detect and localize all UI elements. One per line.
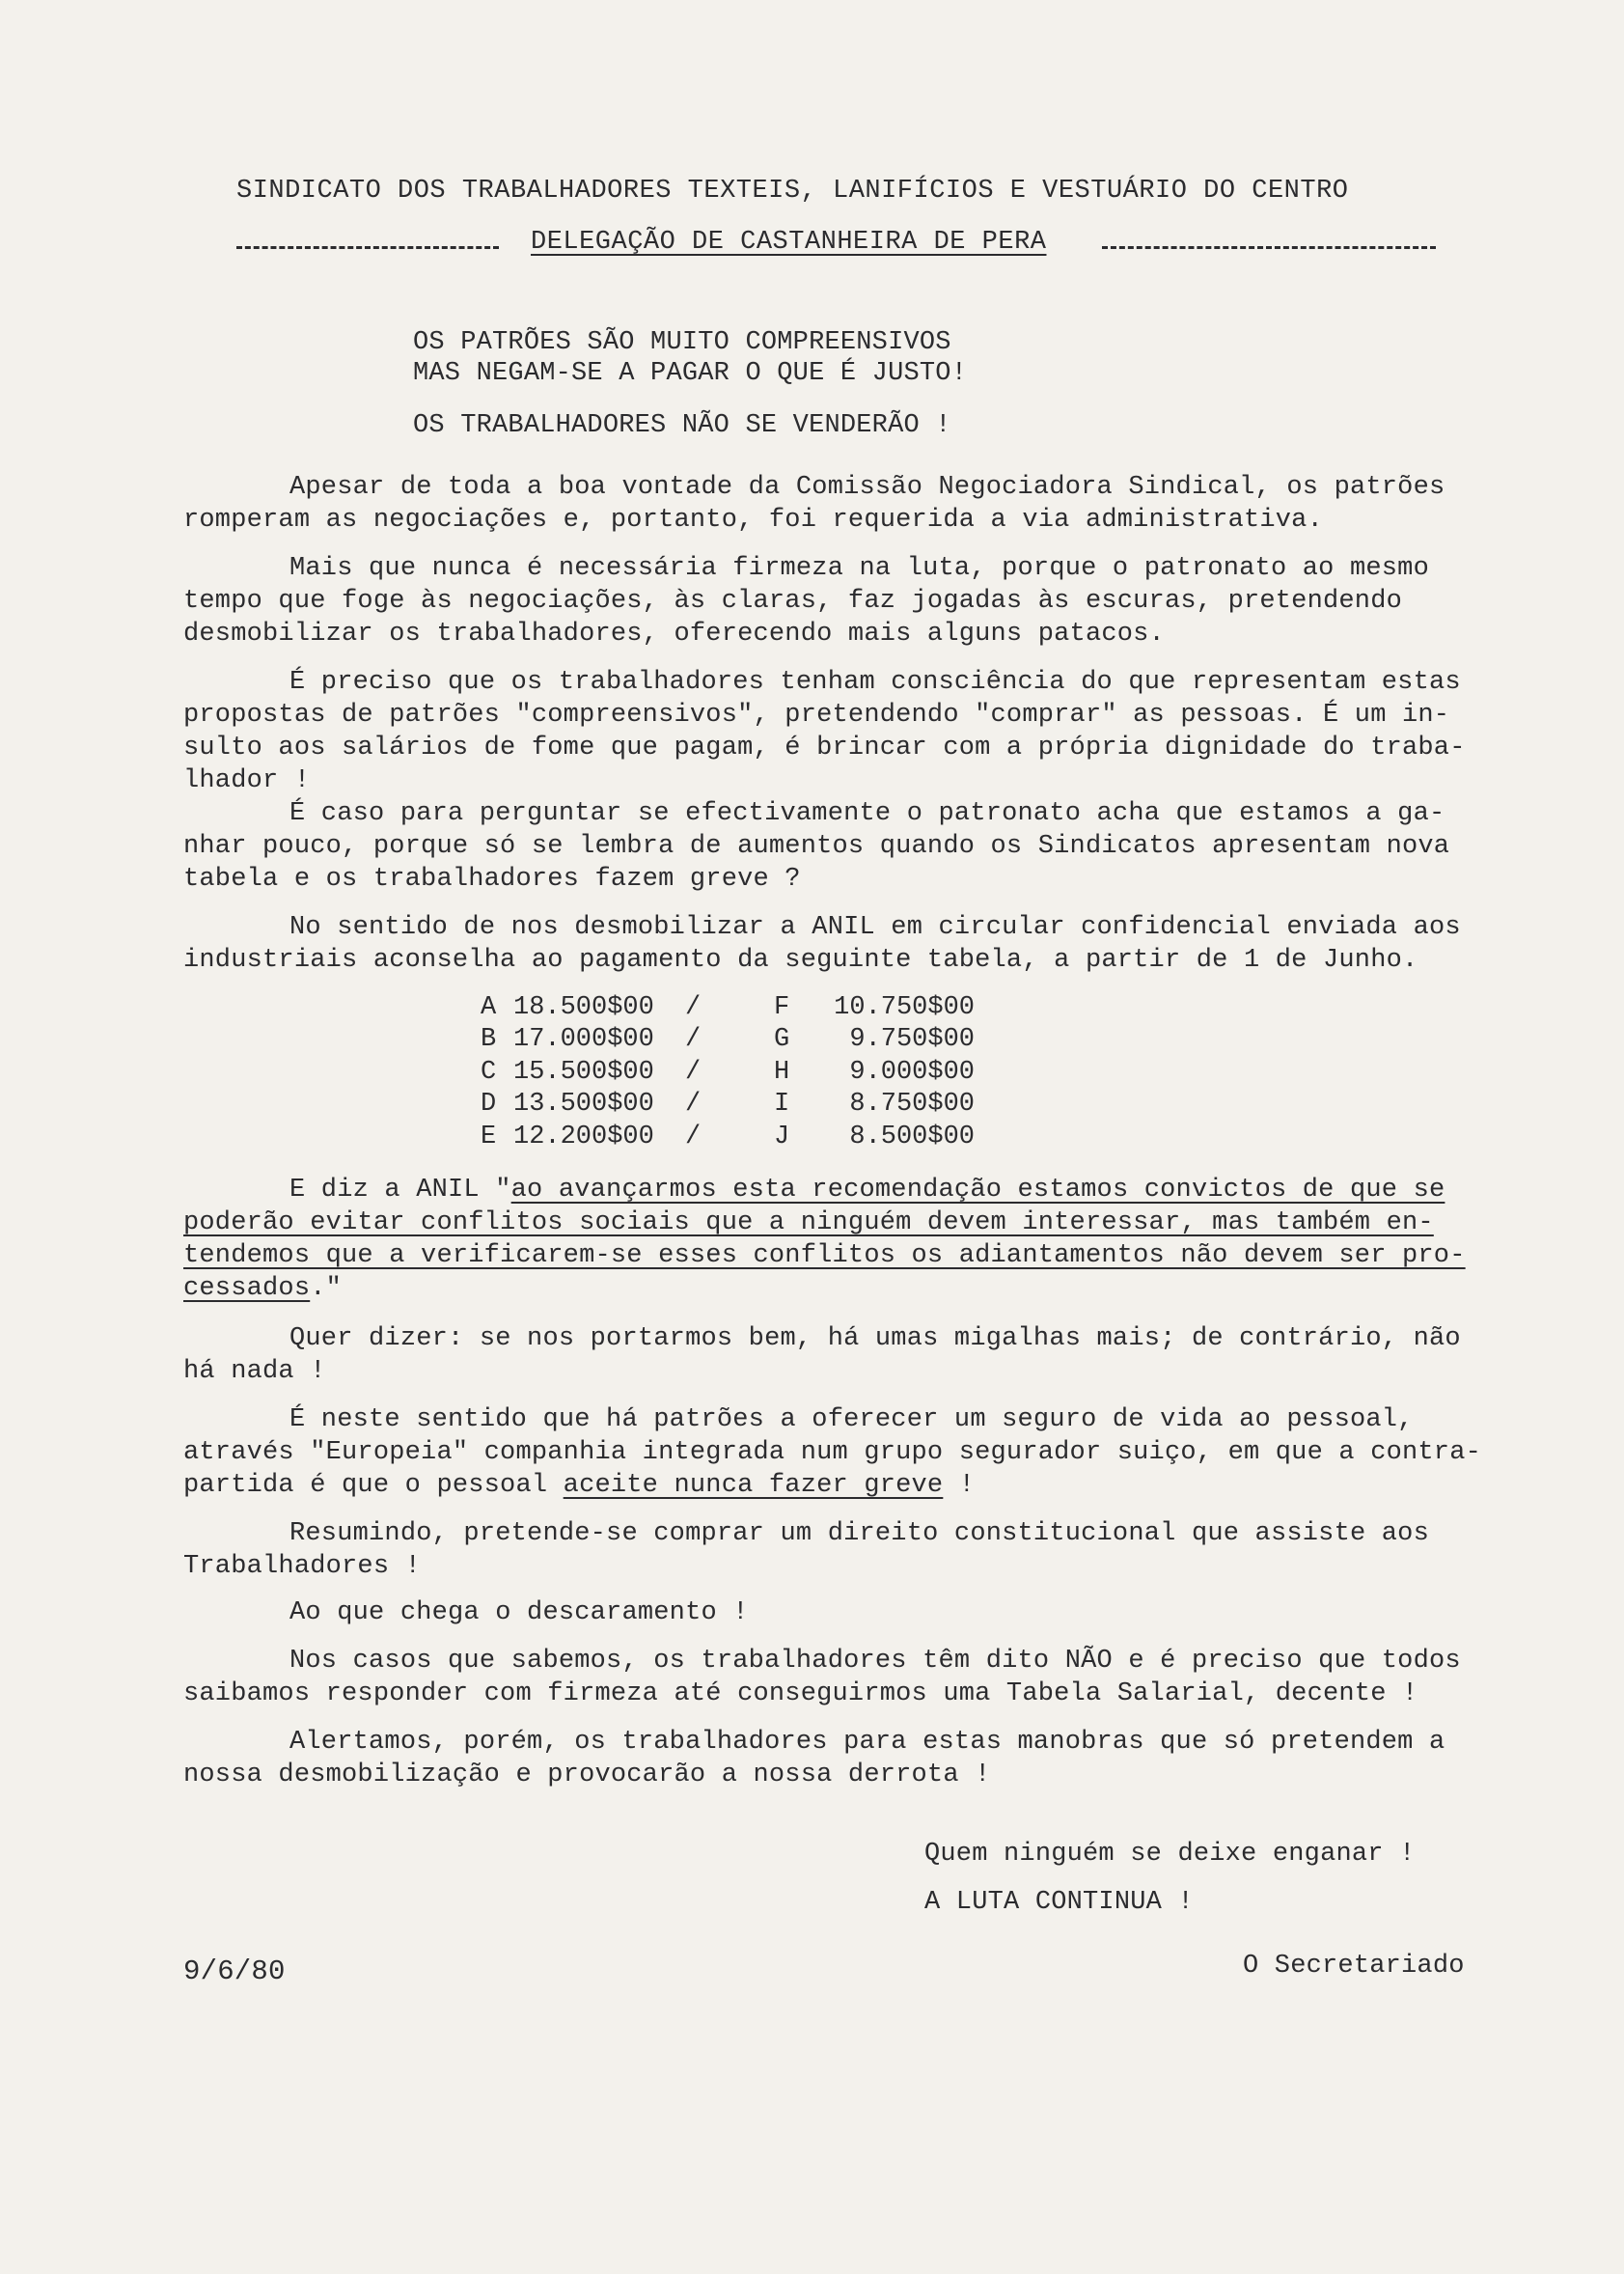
salary-cell: 13.500$00 xyxy=(513,1090,654,1120)
paragraph-5-line: No sentido de nos desmobilizar a ANIL em circular confidencial enviada aos xyxy=(289,913,1461,942)
paragraph-8-line: É neste sentido que há patrões a oferecer um seguro de vida ao pessoal, xyxy=(289,1405,1414,1434)
closing-slogan-1: Quem ninguém se deixe enganar ! xyxy=(924,1840,1416,1869)
category-cell: E xyxy=(481,1122,497,1151)
quote-line-3: tendemos que a verificarem-se esses conflitos os adiantamentos não devem ser pro- xyxy=(183,1241,1466,1270)
table-row xyxy=(481,1056,975,1089)
quote-line-4 xyxy=(183,1274,342,1303)
quote-end: ." xyxy=(310,1274,343,1303)
category-cell: D xyxy=(481,1090,497,1120)
paragraph-5-line: industriais aconselha ao pagamento da seguinte tabela, a partir de 1 de Junho. xyxy=(183,946,1418,975)
paragraph-3-line: É preciso que os trabalhadores tenham consciência do que representam estas xyxy=(289,668,1461,697)
salary-cell: 12.200$00 xyxy=(513,1122,654,1151)
delegation-heading: DELEGAÇÃO DE CASTANHEIRA DE PERA xyxy=(531,228,1047,257)
paragraph-8-line: através "Europeia" companhia integrada num grupo segurador suiço, em que a contra- xyxy=(183,1438,1482,1467)
category-cell: A xyxy=(481,992,497,1022)
closing-slogan-2: A LUTA CONTINUA ! xyxy=(924,1888,1194,1917)
salary-table xyxy=(481,991,975,1153)
paragraph-3-line: sulto aos salários de fome que pagam, é brincar com a própria dignidade do traba- xyxy=(183,734,1466,763)
dash-rule-right xyxy=(1102,246,1436,249)
paragraph-7-line: Quer dizer: se nos portarmos bem, há umas migalhas mais; de contrário, não xyxy=(289,1324,1461,1353)
paragraph-2-line: tempo que foge às negociações, às claras, faz jogadas às escuras, pretendendo xyxy=(183,587,1403,616)
paragraph-8-text: partida é que o pessoal xyxy=(183,1471,564,1500)
paragraph-1-line: romperam as negociações e, portanto, foi requerida a via administrativa. xyxy=(183,506,1323,535)
headline-line-3: OS TRABALHADORES NÃO SE VENDERÃO ! xyxy=(413,411,951,440)
paragraph-4-line: nhar pouco, porque só se lembra de aumentos quando os Sindicatos apresentam nova xyxy=(183,832,1450,861)
separator-cell: / xyxy=(685,1025,702,1055)
headline-line-2: MAS NEGAM-SE A PAGAR O QUE É JUSTO! xyxy=(413,359,968,388)
category-cell: J xyxy=(774,1122,790,1151)
salary-cell: 15.500$00 xyxy=(513,1057,654,1087)
category-cell: G xyxy=(774,1025,790,1055)
separator-cell: / xyxy=(685,992,702,1022)
paragraph-12-line: nossa desmobilização e provocarão a nossa derrota ! xyxy=(183,1761,991,1789)
salary-cell: 18.500$00 xyxy=(513,992,654,1022)
paragraph-2-line: desmobilizar os trabalhadores, oferecendo mais alguns patacos. xyxy=(183,620,1165,649)
headline-line-1: OS PATRÕES SÃO MUITO COMPREENSIVOS xyxy=(413,328,951,357)
category-cell: H xyxy=(774,1057,790,1087)
category-cell: C xyxy=(481,1057,497,1087)
category-cell: I xyxy=(774,1090,790,1120)
union-name-heading: SINDICATO DOS TRABALHADORES TEXTEIS, LANIFÍCIOS E VESTUÁRIO DO CENTRO xyxy=(236,177,1349,206)
quote-intro: E diz a ANIL " xyxy=(289,1176,511,1205)
paragraph-8-line xyxy=(183,1471,975,1500)
quote-underlined: cessados xyxy=(183,1274,311,1303)
document-date: 9/6/80 xyxy=(183,1955,286,1987)
salary-cell: 8.750$00 xyxy=(849,1090,975,1120)
paragraph-4-line: É caso para perguntar se efectivamente o patronato acha que estamos a ga- xyxy=(289,799,1445,828)
no-strike-underlined: aceite nunca fazer greve xyxy=(563,1471,944,1500)
table-row xyxy=(481,1121,975,1153)
paragraph-3-line: lhador ! xyxy=(183,766,311,795)
quote-underlined: ao avançarmos esta recomendação estamos convictos de que se xyxy=(510,1176,1445,1205)
paragraph-10-line: Ao que chega o descaramento ! xyxy=(289,1598,749,1627)
salary-cell: 9.000$00 xyxy=(849,1057,975,1087)
dash-rule-left xyxy=(236,246,499,249)
paragraph-8-end: ! xyxy=(943,1471,976,1500)
table-row xyxy=(481,991,975,1024)
paragraph-11-line: Nos casos que sabemos, os trabalhadores têm dito NÃO e é preciso que todos xyxy=(289,1647,1461,1676)
separator-cell: / xyxy=(685,1090,702,1120)
category-cell: B xyxy=(481,1025,497,1055)
paragraph-9-line: Resumindo, pretende-se comprar um direito constitucional que assiste aos xyxy=(289,1519,1429,1548)
salary-cell: 8.500$00 xyxy=(849,1122,975,1151)
salary-cell: 17.000$00 xyxy=(513,1025,654,1055)
category-cell: F xyxy=(774,992,790,1022)
salary-cell: 9.750$00 xyxy=(849,1025,975,1055)
paragraph-11-line: saibamos responder com firmeza até conseguirmos uma Tabela Salarial, decente ! xyxy=(183,1679,1418,1708)
paragraph-3-line: propostas de patrões "compreensivos", pretendendo "comprar" as pessoas. É um in- xyxy=(183,701,1450,730)
paragraph-12-line: Alertamos, porém, os trabalhadores para estas manobras que só pretendem a xyxy=(289,1728,1445,1757)
quote-line-2: poderão evitar conflitos sociais que a ninguém devem interessar, mas também en- xyxy=(183,1208,1434,1237)
table-row xyxy=(481,1089,975,1122)
separator-cell: / xyxy=(685,1057,702,1087)
paragraph-7-line: há nada ! xyxy=(183,1357,326,1386)
signature: O Secretariado xyxy=(1243,1952,1465,1981)
salary-cell: 10.750$00 xyxy=(834,992,975,1022)
paragraph-9-line: Trabalhadores ! xyxy=(183,1552,422,1581)
quote-line-1 xyxy=(289,1176,1445,1205)
paragraph-4-line: tabela e os trabalhadores fazem greve ? xyxy=(183,865,801,894)
table-row xyxy=(481,1024,975,1057)
paragraph-2-line: Mais que nunca é necessária firmeza na luta, porque o patronato ao mesmo xyxy=(289,554,1429,583)
separator-cell: / xyxy=(685,1122,702,1151)
paragraph-1-line: Apesar de toda a boa vontade da Comissão Negociadora Sindical, os patrões xyxy=(289,473,1445,502)
